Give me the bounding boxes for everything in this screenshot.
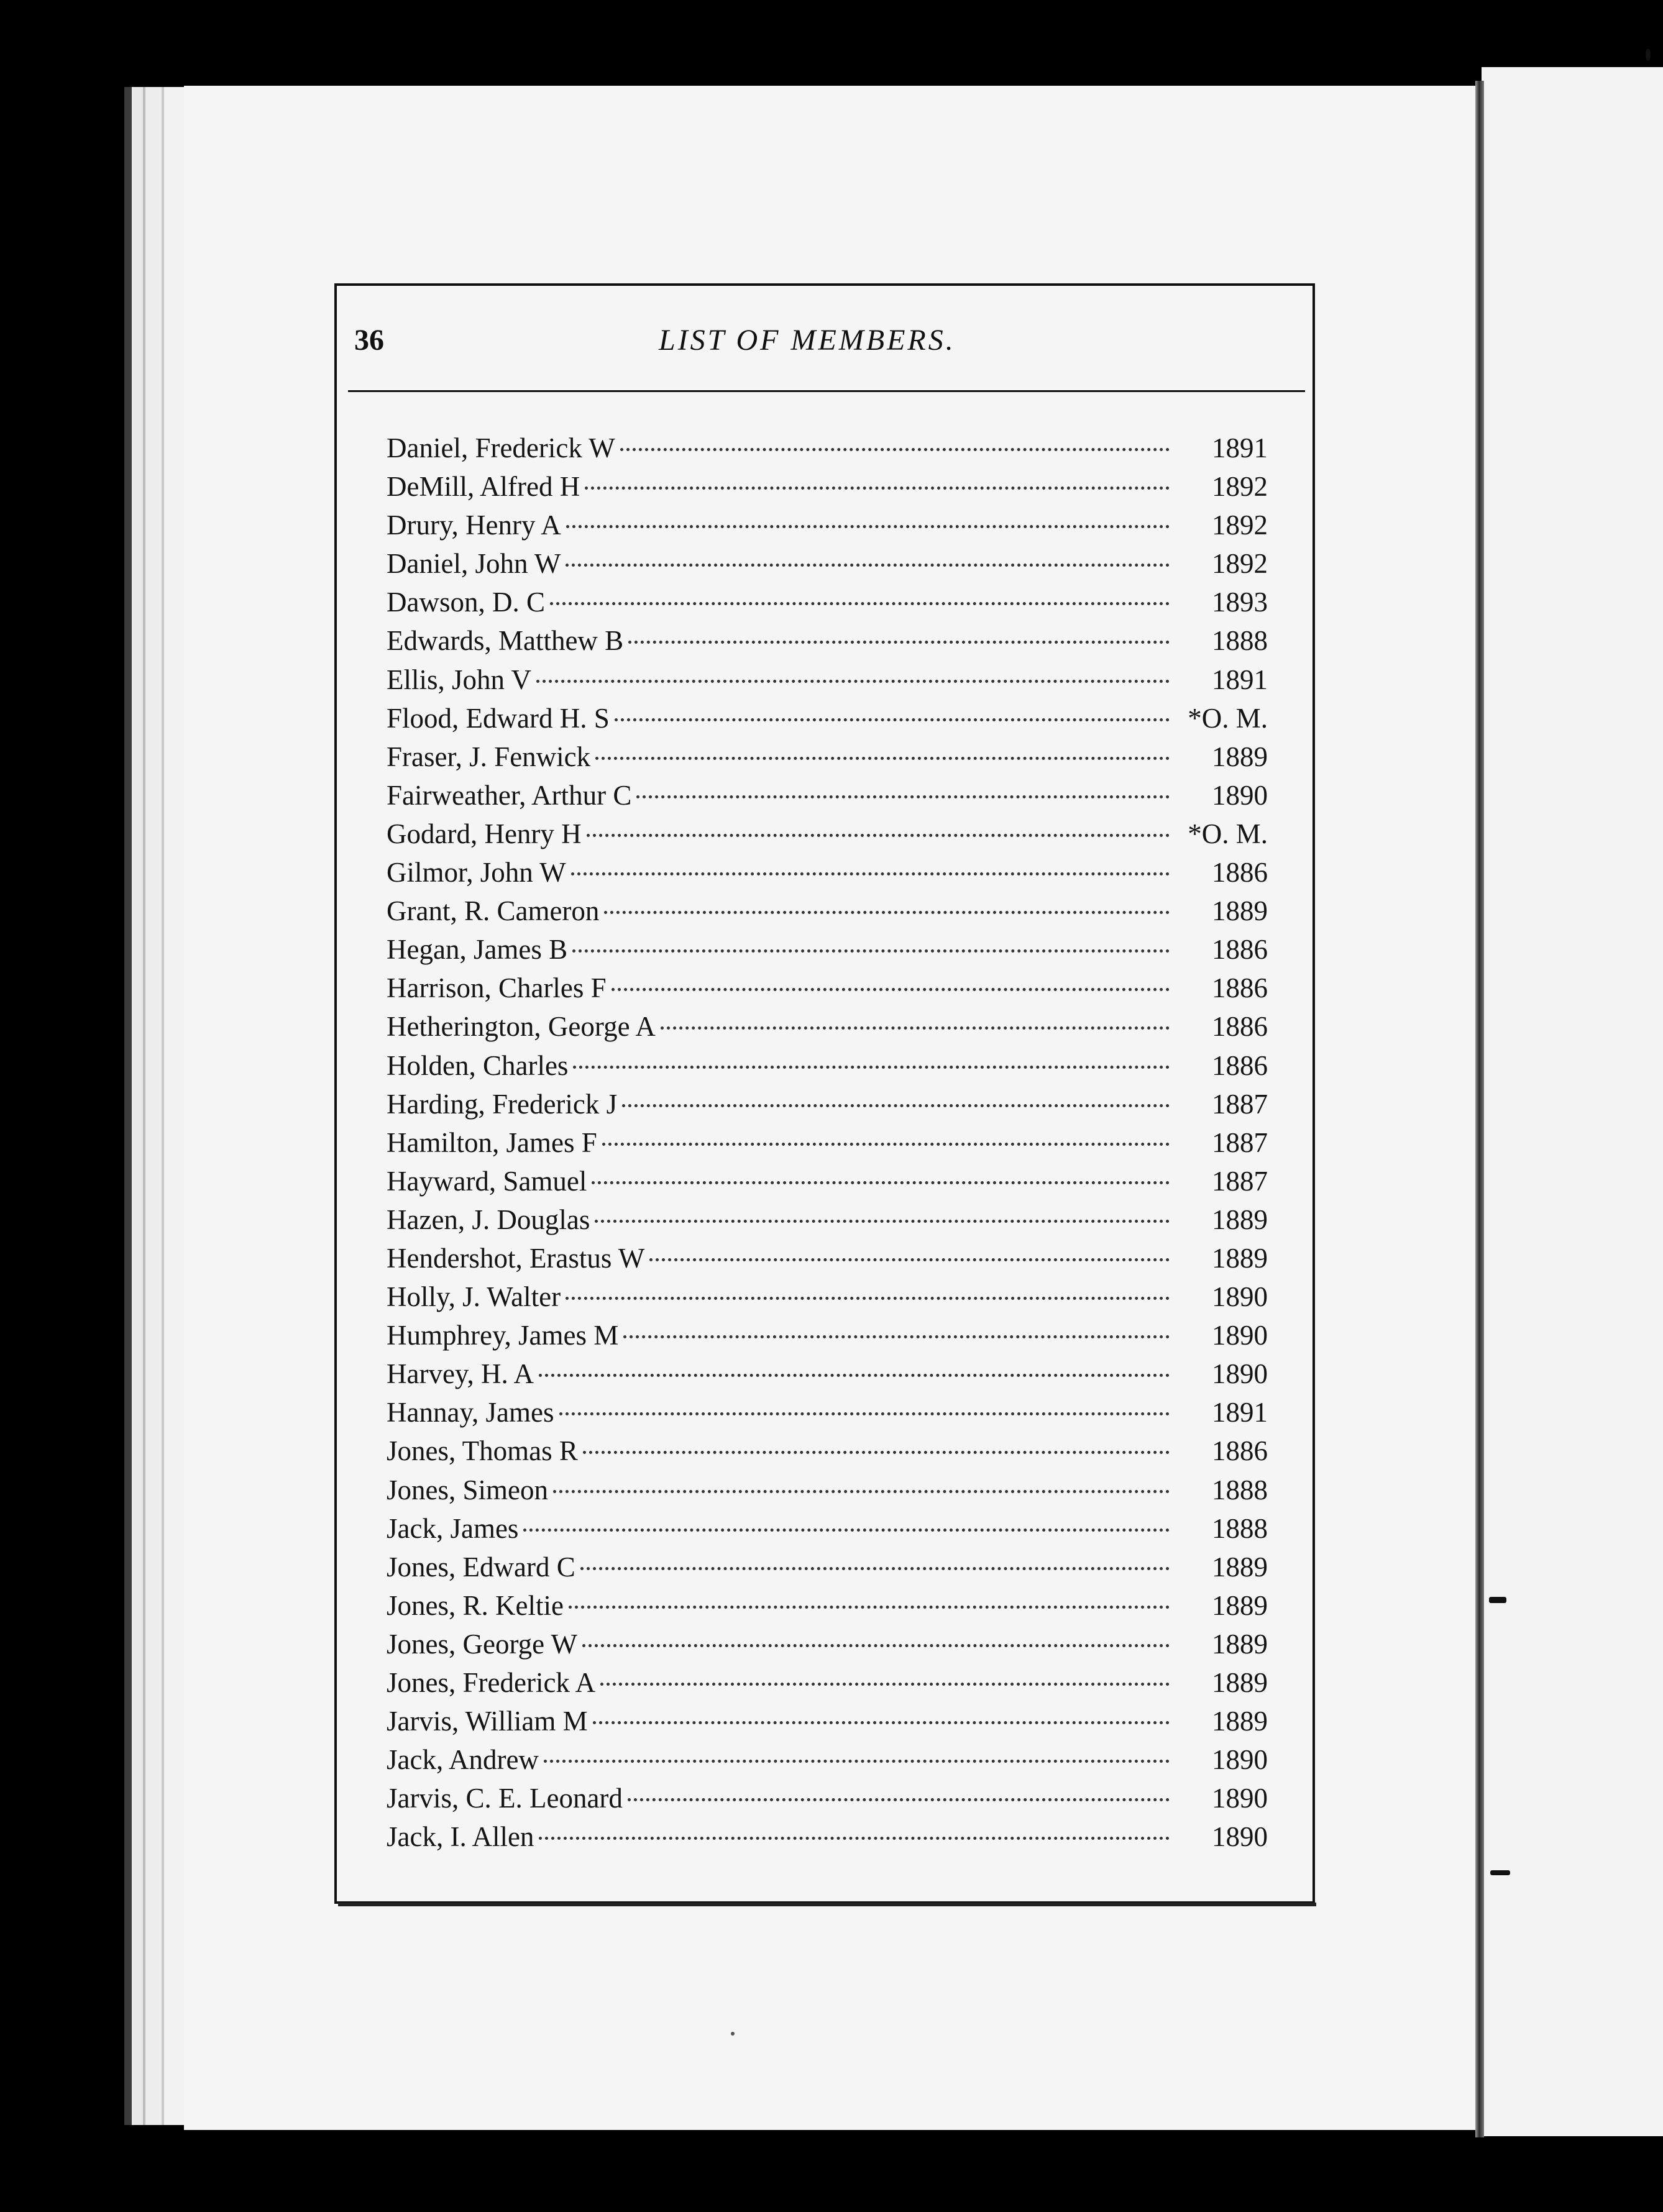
dot-leader	[623, 1335, 1170, 1338]
header-rule	[348, 390, 1305, 392]
page-number: 36	[354, 324, 384, 357]
dot-leader	[615, 718, 1170, 721]
member-year: 1887	[1212, 1165, 1268, 1197]
member-row	[387, 1200, 1268, 1239]
member-row	[387, 544, 1268, 583]
member-year: 1889	[1212, 1589, 1268, 1621]
member-row	[387, 1548, 1268, 1586]
dot-leader	[636, 795, 1170, 798]
member-year: 1891	[1212, 664, 1268, 695]
member-row	[387, 930, 1268, 969]
frame-bottom-shadow	[338, 1903, 1316, 1906]
member-year: 1892	[1212, 548, 1268, 580]
dot-leader	[566, 1297, 1170, 1300]
dot-leader	[550, 602, 1170, 605]
member-row	[387, 738, 1268, 776]
member-year: *O. M.	[1188, 818, 1268, 849]
member-year: 1886	[1212, 1435, 1268, 1467]
member-name: Dawson, D. C	[387, 587, 545, 618]
member-year: 1890	[1212, 1783, 1268, 1814]
page-header	[354, 323, 1305, 373]
member-year: 1886	[1212, 972, 1268, 1004]
member-year: 1891	[1212, 1397, 1268, 1428]
member-year: 1886	[1212, 934, 1268, 966]
member-name: Hegan, James B	[387, 934, 568, 966]
member-name: Harrison, Charles F	[387, 972, 607, 1004]
member-year: 1893	[1212, 587, 1268, 618]
member-name: Jones, Frederick A	[387, 1667, 596, 1698]
member-row	[387, 776, 1268, 815]
member-row	[387, 1277, 1268, 1316]
dot-leader	[572, 949, 1170, 953]
dot-leader	[571, 872, 1170, 875]
member-name: Hendershot, Erastus W	[387, 1242, 645, 1274]
dot-leader	[566, 525, 1170, 528]
member-name: Jarvis, C. E. Leonard	[387, 1783, 623, 1814]
member-row	[387, 1046, 1268, 1085]
member-name: Jack, James	[387, 1512, 519, 1544]
member-row	[387, 853, 1268, 892]
member-row	[387, 1123, 1268, 1162]
member-name: Hetherington, George A	[387, 1011, 656, 1043]
member-row	[387, 429, 1268, 467]
scan-speck	[1646, 48, 1651, 61]
member-name: Jones, George W	[387, 1628, 578, 1660]
member-name: Fairweather, Arthur C	[387, 779, 632, 811]
member-year: 1886	[1212, 857, 1268, 889]
member-name: Holden, Charles	[387, 1049, 569, 1081]
member-row	[387, 1740, 1268, 1779]
running-title: LIST OF MEMBERS.	[659, 324, 956, 357]
member-row	[387, 1007, 1268, 1046]
member-year: 1889	[1212, 741, 1268, 772]
member-name: Harvey, H. A	[387, 1358, 534, 1390]
dot-leader	[592, 1181, 1170, 1184]
member-row	[387, 1471, 1268, 1509]
member-name: Jones, Simeon	[387, 1474, 549, 1506]
dot-leader	[553, 1490, 1170, 1493]
dot-leader	[595, 757, 1170, 760]
member-name: Jones, Thomas R	[387, 1435, 578, 1467]
member-row	[387, 1702, 1268, 1740]
member-name: Edwards, Matthew B	[387, 625, 624, 657]
member-row	[387, 1239, 1268, 1277]
dot-leader	[559, 1412, 1170, 1415]
dot-leader	[620, 448, 1170, 451]
member-year: 1889	[1212, 1242, 1268, 1274]
dot-leader	[582, 1644, 1170, 1647]
member-row	[387, 1316, 1268, 1355]
member-year: 1889	[1212, 1204, 1268, 1235]
member-name: Jarvis, William M	[387, 1706, 588, 1737]
member-year: 1887	[1212, 1088, 1268, 1120]
member-row	[387, 660, 1268, 699]
member-row	[387, 1586, 1268, 1625]
member-name: Humphrey, James M	[387, 1320, 619, 1351]
member-row	[387, 699, 1268, 738]
member-row	[387, 892, 1268, 930]
dot-leader	[573, 1066, 1170, 1069]
member-row	[387, 1663, 1268, 1702]
member-row	[387, 1779, 1268, 1817]
member-name: Fraser, J. Fenwick	[387, 741, 591, 772]
member-name: DeMill, Alfred H	[387, 471, 580, 503]
member-name: Hayward, Samuel	[387, 1165, 587, 1197]
member-name: Holly, J. Walter	[387, 1281, 561, 1313]
member-name: Drury, Henry A	[387, 510, 561, 541]
member-name: Jack, I. Allen	[387, 1821, 534, 1853]
dot-leader	[602, 1143, 1170, 1146]
member-name: Ellis, John V	[387, 664, 531, 695]
dot-leader	[544, 1760, 1170, 1763]
member-name: Hamilton, James F	[387, 1127, 597, 1158]
member-row	[387, 1432, 1268, 1470]
member-year: 1886	[1212, 1011, 1268, 1043]
member-year: 1890	[1212, 1744, 1268, 1776]
member-year: 1890	[1212, 1358, 1268, 1390]
member-year: 1888	[1212, 1474, 1268, 1506]
member-name: Gilmor, John W	[387, 857, 566, 889]
member-year: 1890	[1212, 1281, 1268, 1313]
member-row	[387, 969, 1268, 1007]
member-year: 1890	[1212, 779, 1268, 811]
member-name: Daniel, Frederick W	[387, 432, 615, 464]
dot-leader	[612, 988, 1170, 991]
member-row	[387, 506, 1268, 544]
member-year: 1889	[1212, 1551, 1268, 1583]
member-name: Jack, Andrew	[387, 1744, 539, 1776]
member-year: 1892	[1212, 471, 1268, 503]
member-name: Daniel, John W	[387, 548, 561, 580]
member-year: 1888	[1212, 1512, 1268, 1544]
member-row	[387, 815, 1268, 853]
dot-leader	[628, 641, 1170, 644]
member-row	[387, 1817, 1268, 1856]
book-gutter	[1475, 81, 1484, 2137]
dot-leader	[566, 564, 1170, 567]
facing-page	[1482, 67, 1663, 2136]
dot-leader	[593, 1721, 1170, 1724]
dot-leader	[523, 1529, 1170, 1532]
member-row	[387, 583, 1268, 621]
dot-leader	[595, 1220, 1170, 1223]
member-year: 1887	[1212, 1127, 1268, 1158]
dot-leader	[583, 1451, 1170, 1454]
dot-leader	[539, 1374, 1170, 1377]
scan-speck	[731, 2032, 735, 2036]
member-year: 1886	[1212, 1049, 1268, 1081]
member-name: Jones, R. Keltie	[387, 1589, 564, 1621]
member-row	[387, 467, 1268, 506]
member-year: 1888	[1212, 625, 1268, 657]
member-row	[387, 1162, 1268, 1200]
scan-speck	[1490, 1870, 1510, 1875]
member-year: 1889	[1212, 1706, 1268, 1737]
member-name: Jones, Edward C	[387, 1551, 575, 1583]
dot-leader	[649, 1258, 1170, 1261]
dot-leader	[580, 1567, 1170, 1570]
member-year: 1889	[1212, 1667, 1268, 1698]
dot-leader	[587, 834, 1170, 837]
dot-leader	[539, 1837, 1170, 1840]
page-edges	[124, 87, 193, 2125]
member-list	[387, 429, 1268, 1856]
member-row	[387, 1625, 1268, 1663]
member-name: Harding, Frederick J	[387, 1088, 618, 1120]
dot-leader	[536, 680, 1170, 683]
member-year: 1892	[1212, 510, 1268, 541]
member-row	[387, 1085, 1268, 1123]
dot-leader	[604, 911, 1170, 914]
scan-speck	[1489, 1597, 1506, 1603]
member-row	[387, 621, 1268, 660]
dot-leader	[622, 1104, 1170, 1107]
member-year: 1890	[1212, 1821, 1268, 1853]
member-row	[387, 1393, 1268, 1432]
member-year: 1891	[1212, 432, 1268, 464]
dot-leader	[628, 1798, 1170, 1801]
dot-leader	[585, 487, 1170, 490]
member-row	[387, 1355, 1268, 1393]
member-year: *O. M.	[1188, 702, 1268, 734]
member-row	[387, 1509, 1268, 1548]
member-year: 1889	[1212, 1628, 1268, 1660]
member-name: Grant, R. Cameron	[387, 895, 600, 927]
member-year: 1890	[1212, 1320, 1268, 1351]
member-name: Flood, Edward H. S	[387, 702, 610, 734]
member-year: 1889	[1212, 895, 1268, 927]
dot-leader	[600, 1683, 1170, 1686]
member-name: Godard, Henry H	[387, 818, 582, 849]
member-name: Hazen, J. Douglas	[387, 1204, 590, 1235]
dot-leader	[661, 1026, 1170, 1030]
dot-leader	[569, 1606, 1170, 1609]
member-name: Hannay, James	[387, 1397, 554, 1428]
